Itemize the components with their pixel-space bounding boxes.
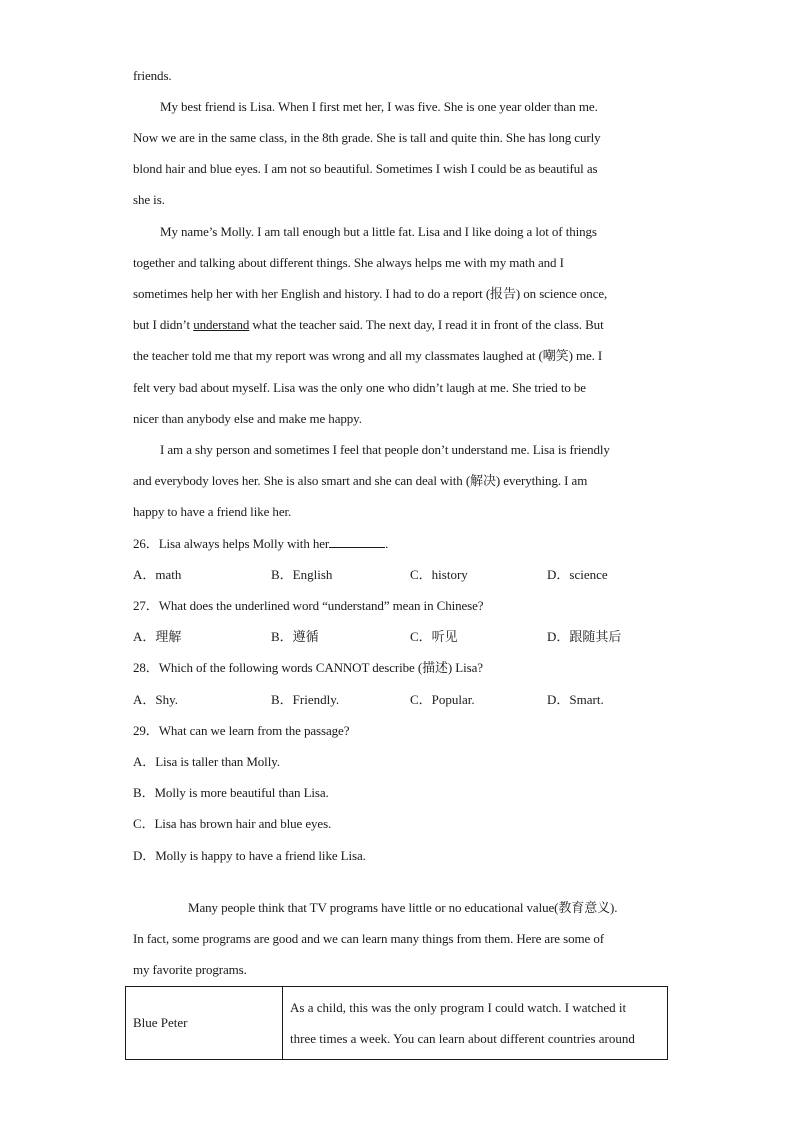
underlined-word: understand	[193, 317, 250, 332]
passage-text: but I didn’t	[133, 317, 191, 332]
passage-line: she is.	[133, 192, 165, 207]
q26-option-b: B．English	[271, 567, 333, 582]
passage-line	[133, 317, 604, 333]
passage2-line: my favorite programs.	[133, 962, 247, 977]
passage-line: sometimes help her with her English and history. I had to do a report (报告) on science once,	[133, 286, 608, 301]
question-28-stem: 28．Which of the following words CANNOT describe (描述) Lisa?	[133, 660, 483, 675]
q29-option-b: B．Molly is more beautiful than Lisa.	[133, 785, 329, 800]
q27-option-c: C．听见	[410, 629, 458, 644]
programs-table	[125, 986, 668, 1060]
passage-line: My best friend is Lisa. When I first met her, I was five. She is one year older than me.	[160, 99, 598, 114]
q27-option-b: B．遵循	[271, 629, 319, 644]
q29-option-a: A．Lisa is taller than Molly.	[133, 754, 280, 769]
question-27-stem: 27．What does the underlined word “understand” mean in Chinese?	[133, 598, 484, 613]
answer-blank	[329, 536, 385, 548]
passage-line: blond hair and blue eyes. I am not so beautiful. Sometimes I wish I could be as beautiful as	[133, 161, 598, 176]
passage-line: My name’s Molly. I am tall enough but a little fat. Lisa and I like doing a lot of things	[160, 224, 597, 239]
q26-option-c: C．history	[410, 567, 468, 582]
passage-line: nicer than anybody else and make me happy.	[133, 411, 362, 426]
passage-line: felt very bad about myself. Lisa was the only one who didn’t laugh at me. She tried to be	[133, 380, 586, 395]
passage2-line: In fact, some programs are good and we can learn many things from them. Here are some of	[133, 931, 604, 946]
q29-option-d: D．Molly is happy to have a friend like Lisa.	[133, 848, 366, 863]
table-row	[126, 987, 668, 1060]
q26-option-a: A．math	[133, 567, 182, 582]
passage-line: I am a shy person and sometimes I feel that people don’t understand me. Lisa is friendly	[160, 442, 610, 457]
passage-line: happy to have a friend like her.	[133, 504, 292, 519]
passage-line: friends.	[133, 68, 172, 83]
q28-option-a: A．Shy.	[133, 692, 179, 707]
passage-text: what the teacher said. The next day, I read it in front of the class. But	[252, 317, 604, 332]
q27-option-d: D．跟随其后	[547, 629, 622, 644]
q28-option-b: B．Friendly.	[271, 692, 340, 707]
question-26-stem: 26．Lisa always helps Molly with her .	[133, 536, 389, 551]
program-desc-cell: As a child, this was the only program I could watch. I watched it three times a week. You can learn about different countries around	[283, 987, 668, 1060]
passage2-line: Many people think that TV programs have little or no educational value(教育意义).	[188, 900, 618, 915]
q28-option-c: C．Popular.	[410, 692, 475, 707]
q27-option-a: A．理解	[133, 629, 182, 644]
passage-line: Now we are in the same class, in the 8th grade. She is tall and quite thin. She has long curly	[133, 130, 601, 145]
q28-option-d: D．Smart.	[547, 692, 604, 707]
q26-option-d: D．science	[547, 567, 608, 582]
passage-line: and everybody loves her. She is also smart and she can deal with (解决) everything. I am	[133, 473, 588, 488]
q29-option-c: C．Lisa has brown hair and blue eyes.	[133, 816, 332, 831]
question-29-stem: 29．What can we learn from the passage?	[133, 723, 350, 738]
program-name-cell: Blue Peter	[126, 987, 283, 1060]
passage-line: the teacher told me that my report was wrong and all my classmates laughed at (嘲笑) me. I	[133, 348, 603, 363]
passage-line: together and talking about different things. She always helps me with my math and I	[133, 255, 564, 270]
